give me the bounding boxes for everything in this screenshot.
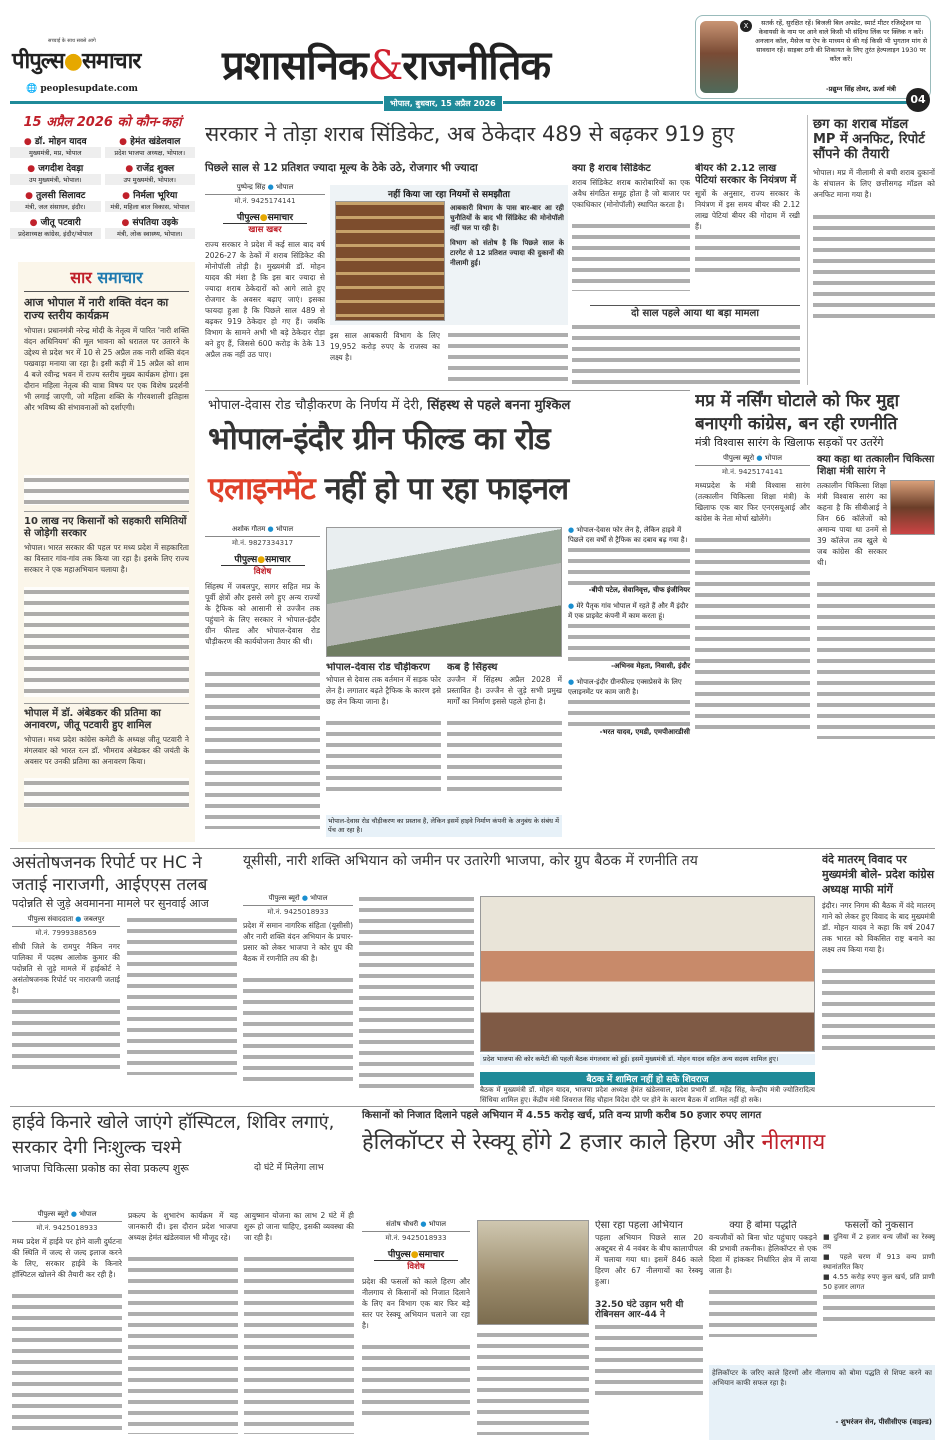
headline-red: नीलगाय <box>761 1129 826 1155</box>
text-filler <box>813 212 935 322</box>
byline-city: भोपाल <box>79 1210 97 1218</box>
heli-quote <box>709 1365 935 1440</box>
byline-name: पुष्पेन्द्र सिंह <box>236 183 266 191</box>
hospital-body: मध्य प्रदेश में हाईवे पर होने वाली दुर्घटना की स्थिति में जल्द से जल्द इलाज करने के लिए, सरकार हाईवे के किनारे हॉस्पिटल खोलने की तैयारी कर रही है। <box>12 1237 122 1279</box>
crop-point: ■ पहले चरण में 913 वन्य प्राणी स्थानांतरित किए <box>823 1252 935 1271</box>
bjp-body: प्रदेश में समान नागरिक संहिता (यूसीसी) और नारी शक्ति वंदन अभियान के प्रचार-प्रसार को लेकर भाजपा ने कोर ग्रुप की बैठक में रणनीति तय की है। <box>243 921 353 963</box>
sidebar-body: सूत्रों के अनुसार, राज्य सरकार के नियंत्रण में इस समय बीयर की 2.12 लाख पेटियां बीयर की गोदाम में रखी हैं। <box>695 189 800 231</box>
byline: पीपुल्स ब्यूरो ● भोपाल <box>695 454 810 466</box>
person-name: हेमंत खंडेलवाल <box>130 137 181 147</box>
crop-point: ■ दुनिया में 2 हजार वन्य जीवों का रेस्क्यू तय <box>823 1232 935 1251</box>
text-filler <box>822 966 935 1056</box>
boma-method <box>709 1220 817 1360</box>
x-logo-icon: X <box>740 20 752 32</box>
brief-item <box>24 511 189 697</box>
highway-photo <box>326 527 562 657</box>
who-where-item <box>105 215 196 239</box>
mobile-number: मो.नं. 9425018933 <box>36 1224 98 1232</box>
lead-sidebar-title-3: दो साल पहले आया था बड़ा मामला <box>590 305 800 320</box>
nursing-headline[interactable]: मप्र में नर्सिंग घोटाले को फिर मुद्दा बनाएगी कांग्रेस, बन रही रणनीति <box>695 391 900 434</box>
mobile-number: मो.नं. 9425174141 <box>721 468 784 476</box>
text-filler <box>359 894 474 1094</box>
headline-text: हेलिकॉप्टर से रेस्क्यू होंगे 2 हजार काले हिरण और <box>362 1129 755 1155</box>
nursing-body: मध्यप्रदेश के मंत्री विश्वास सारंग (तत्कालीन चिकित्सा शिक्षा मंत्री) के खिलाफ एक बार फिर एनएसयूआई और कांग्रेस के नेता मोर्चा खोलेंगे। <box>695 481 810 523</box>
location-pin-icon: ● <box>121 218 130 228</box>
byline-city: भोपाल <box>310 894 328 902</box>
text-filler <box>695 232 800 272</box>
mobile-number: मो.नं. 7999388569 <box>35 928 97 937</box>
box-points <box>450 203 564 268</box>
text-filler <box>709 1287 817 1337</box>
byline: पीपुल्स ब्यूरो ● भोपाल <box>243 894 353 906</box>
briefs-title <box>24 266 189 292</box>
who-where-item <box>10 161 101 185</box>
location-pin-icon: ● <box>25 191 34 201</box>
nursing-story <box>695 390 935 845</box>
lead-subhead: पिछले साल से 12 प्रतिशत ज्यादा मूल्य के ठेके उठे, रोजगार भी ज्यादा <box>205 162 478 174</box>
mobile-number: मो.नं. 9425018933 <box>267 908 329 916</box>
byline-name: पीपुल्स ब्यूरो <box>723 454 755 462</box>
point-text: 4.55 करोड़ रुपए कुल खर्च, प्रति प्राणी 50 हजार लागत <box>823 1272 935 1291</box>
heli-kicker: किसानों को निजात दिलाने पहले अभियान में 4.55 करोड़ खर्च, प्रति वन्य प्राणी करीब 50 हजार रुपए लागत <box>362 1110 762 1121</box>
lead-box <box>330 185 568 325</box>
brief-headline: 10 लाख नए किसानों को सहकारी समितियों से जोड़ेगी सरकार <box>24 516 187 539</box>
lead-story <box>205 183 325 383</box>
person-role: मंत्री, महिला बाल विकास, भोपाल <box>105 201 196 212</box>
mobile-number: मो.नं. 9425174141 <box>234 197 296 205</box>
quote-box <box>695 15 931 99</box>
quote-item <box>568 601 690 671</box>
who-where-item <box>10 188 101 212</box>
hospital-body-3: आयुष्मान योजना का लाभ 2 घंटे में ही शुरू हो जाना चाहिए, इसकी व्यवस्था की जा रही है। <box>244 1211 354 1242</box>
who-where-list <box>10 134 195 239</box>
location-pin-icon: ● <box>125 164 134 174</box>
person-role: मंत्री, जल संसाधन, इंदौर। <box>10 201 101 212</box>
byline-name: संतोष चौधरी <box>386 1220 419 1228</box>
exclusive-badge: पीपुल्स●समाचार खास खबर <box>220 209 310 236</box>
person-name: संपतिया उइके <box>132 218 179 228</box>
lead-sidebar-syndicate <box>572 163 690 301</box>
quote-author: -भरत यादव, एमडी, एमपीआरडीसी <box>599 728 690 736</box>
logo-tagline: सच्चाई के साथ सबसे आगे <box>48 38 96 44</box>
minister-portrait <box>890 480 935 535</box>
badge-a: पीपुल्स <box>234 555 258 565</box>
lead-sidebar-beer <box>695 163 800 301</box>
sub-title: कब है सिंहस्थ <box>447 662 498 673</box>
briefs-panel <box>18 262 195 842</box>
who-where-panel <box>10 112 195 252</box>
byline-city: भोपाल <box>764 454 782 462</box>
quote-text: सतर्क रहें, सुरक्षित रहें। बिजली बिल अपडेट, स्मार्ट मीटर रजिस्ट्रेशन या केवायसी के नाम पर आने वाले किसी भी संदिग्ध लिंक पर क्लिक न करें। अनजान कॉल, मैसेज या ऐप के माध्यम से की गई किसी भी भुगतान मांग से सावधान रहें। साइबर ठगी की शिकायत के लिए तुरंत हेल्पलाइन 1930 पर कॉल करें। <box>754 19 928 63</box>
badge-b: समाचार <box>418 1250 445 1260</box>
headline-red: एलाइनमेंट <box>208 471 315 507</box>
byline-city: भोपाल <box>428 1220 446 1228</box>
box-title: बैठक में शामिल नहीं हो सके शिवराज <box>480 1072 815 1085</box>
crop-damage <box>823 1220 935 1322</box>
vande-headline[interactable]: वंदे मातरम् विवाद पर मुख्यमंत्री बोले- प्रदेश कांग्रेस अध्यक्ष माफी मांगें <box>822 853 935 896</box>
road-caption <box>326 815 562 837</box>
badge-label: विशेष <box>253 567 272 577</box>
vande-body: इंदौर। नगर निगम की बैठक में वंदे मातरम् गाने को लेकर हुए विवाद के बाद मुख्यमंत्री डॉ. मोहन यादव ने कहा कि वर्ष 2047 तक भारत को विकसित राष्ट्र बनाने का लक्ष्य तय किया गया है। <box>822 901 935 954</box>
heli-body: प्रदेश की फसलों को काले हिरण और नीलगाय से किसानों को निजात दिलाने के लिए वन विभाग एक बार फिर बड़े स्तर पर रेस्क्यू अभियान चलाने जा रहा है। <box>362 1277 470 1330</box>
mobile-number: मो.नं. 9425018933 <box>385 1234 447 1242</box>
person-role: उप मुख्यमंत्री, भोपाल। <box>10 174 101 185</box>
quote-author: -प्रद्युम्न सिंह तोमर, ऊर्जा मंत्री <box>825 85 896 93</box>
byline-city: जबलपुर <box>83 914 105 923</box>
sidebar-title: क्या है शराब सिंडिकेट <box>572 163 651 174</box>
kicker-b: सिंहस्थ से पहले बनना मुश्किल <box>427 398 571 413</box>
quote-author: - शुभरंजन सेन, पीसीसीएफ (वाइल्ड) <box>835 1418 932 1426</box>
page-number: 04 <box>906 88 930 112</box>
text-filler <box>243 975 353 1085</box>
text-filler <box>24 587 189 697</box>
badge-b: समाचार <box>267 213 294 223</box>
brief-body: भोपाल। मध्य प्रदेश कांग्रेस कमेटी के अध्यक्ष जीतू पटवारी ने मंगलवार को भारत रत्न डॉ. भीमराव अंबेडकर की जयंती के अवसर पर उनकी प्रतिमा का अनावरण किया। <box>24 735 189 767</box>
person-name: निर्मला भूरिया <box>133 191 178 201</box>
text-filler <box>817 579 935 739</box>
meeting-caption: प्रदेश भाजपा की कोर कमेटी की पहली बैठक मंगलवार को हुई। इसमें मुख्यमंत्री डॉ. मोहन यादव सहित अन्य सदस्य शामिल हुए। <box>480 1054 815 1065</box>
globe-icon: 🌐 <box>26 84 38 94</box>
brief-body: भोपाल। प्रधानमंत्री नरेन्द्र मोदी के नेतृत्व में पारित 'नारी शक्ति वंदन अधिनियम' की मूल भावना को धरातल पर उतारने के उद्देश्य से प्रदेश भर में 10 से 25 अप्रैल तक नारी शक्ति वंदन पखवाड़ा मनाया जा रहा है। इसी कड़ी में 15 अप्रैल को शाम 4 बजे रवीन्द्र भवन में राज्य स्तरीय मुख्य कार्यक्रम होगा। इस दौरान महिला नेतृत्व की यात्रा विषय पर एक विशेष प्रदर्शनी भी लगाई जाएगी, जो महिला शक्ति के गौरवशाली इतिहास और भविष्य की संभावनाओं को दर्शाएगी। <box>24 326 189 413</box>
quote-text: हेलिकॉप्टर के जरिए काले हिरणों और नीलगाय को बोमा पद्धति से शिफ्ट करने का अभियान काफी सफल रहा है। <box>712 1369 932 1387</box>
person-role: मंत्री, लोक स्वास्थ्य, भोपाल। <box>105 228 196 239</box>
person-name: जीतू पटवारी <box>40 218 81 228</box>
hospital-body-2: प्रकल्प के शुभारंभ कार्यक्रम में यह जानकारी दी। इस दौरान प्रदेश भाजपा अध्यक्ष हेमंत खंडेलवाल भी मौजूद रहे। <box>128 1211 238 1242</box>
hc-story <box>12 852 237 1104</box>
briefs-title-a: सार <box>70 268 92 287</box>
who-where-item <box>10 215 101 239</box>
person-role: प्रदेश भाजपा अध्यक्ष, भोपाल। <box>105 147 196 158</box>
box-point: विभाग को संतोष है कि पिछले साल के टारगेट से 12 प्रतिशत ज्यादा की दुकानों की नीलामी हुई। <box>450 239 564 267</box>
text-filler <box>448 330 568 385</box>
text-filler <box>477 1330 589 1435</box>
quote-bubble-icon: ● <box>568 678 575 686</box>
who-where-item <box>10 134 101 158</box>
badge-label: विशेष <box>407 1262 425 1272</box>
brief-body: भोपाल। भारत सरकार की पहल पर मध्य प्रदेश में सहकारिता का विस्तार गांव-गांव तक किया जा रहा है। इसके लिए राज्य सरकार ने एक महाअभियान चलाया है। <box>24 543 189 575</box>
lead-headline[interactable]: सरकार ने तोड़ा शराब सिंडिकेट, अब ठेकेदार 489 से बढ़कर 919 हुए <box>205 122 735 146</box>
lead-body: राज्य सरकार ने प्रदेश में कई साल बाद वर्ष 2026-27 के ठेकों में शराब सिंडिकेट की मोनोपॉली तोड़ी है। मुख्यमंत्री डॉ. मोहन यादव की मंशा है कि इस बार ज्यादा से ज्यादा शराब ठेकेदारों को आगे लाते हुए रोजगार के अवसर बढ़ाए जाएं। इसका फायदा हुआ है कि पिछले साल 489 से बढ़कर 919 ठेकेदार हो गए हैं। जबकि विभाग के सामने अभी भी बड़े ठेकेदार रोड़ा बने हुए हैं, जिससे 600 करोड़ के ठेके 13 अप्रैल तक नहीं उठ पाए। <box>205 240 325 359</box>
brief-item <box>24 703 189 808</box>
quote-bubble-icon: ● <box>568 526 575 534</box>
road-headline-1[interactable]: भोपाल-इंदौर ग्रीन फील्ड का रोड <box>208 421 550 457</box>
text-filler <box>24 778 189 808</box>
sub-title: भोपाल-देवास रोड चौड़ीकरण <box>326 662 430 673</box>
heli-special-badge: पीपुल्स●समाचार विशेष <box>371 1246 461 1273</box>
point-text: पहले चरण में 913 वन्य प्राणी स्थानांतरित किए <box>823 1252 935 1271</box>
brief-headline: आज भोपाल में नारी शक्ति वंदन का राज्य स्तरीय कार्यक्रम <box>24 296 169 322</box>
bjp-headline[interactable]: यूसीसी, नारी शक्ति अभियान को जमीन पर उतारेगी भाजपा, कोर ग्रुप बैठक में रणनीति तय <box>243 853 698 869</box>
text-filler <box>12 996 120 1076</box>
road-sub1 <box>326 662 441 812</box>
section-amp: & <box>367 43 403 89</box>
box-point: आबकारी विभाग के पास बार-बार आ रही चुनौतियों के बाद भी सिंडिकेट की मोनोपॉली नहीं चल पा रही है। <box>450 204 564 232</box>
sidebar-title: दो घंटे में मिलेगा लाभ <box>254 1163 324 1173</box>
text-filler <box>24 475 189 505</box>
special-badge: पीपुल्स●समाचार विशेष <box>218 551 308 578</box>
liquor-shop-photo <box>335 201 445 321</box>
sub-body: पहला अभियान पिछले साल 20 अक्टूबर से 4 नवंबर के बीच कालापीपल में चलाया गया था। इसमें 846 काले हिरण और 67 नीलगायों का रेस्क्यू हुआ। <box>595 1232 703 1286</box>
crop-point: ■ 4.55 करोड़ रुपए कुल खर्च, प्रति प्राणी 50 हजार लागत <box>823 1272 935 1291</box>
highlight-text: 32.50 घंटे उड़ान भरी थी रोबिनसन आर-44 ने <box>595 1299 684 1320</box>
logo-text-left: पीपुल्स <box>12 49 64 74</box>
text-filler <box>244 1254 354 1434</box>
masthead <box>0 0 945 108</box>
byline: पीपुल्स संवाददाता ● जबलपुर <box>12 915 120 927</box>
text-filler <box>362 1342 470 1422</box>
hc-subhead: पदोन्नति से जुड़े अवमानना मामले पर सुनवाई आज <box>12 897 209 910</box>
text-filler <box>572 221 690 291</box>
byline-name: पीपुल्स ब्यूरो <box>37 1210 69 1218</box>
text-filler <box>127 915 237 1075</box>
minister-photo <box>700 21 738 93</box>
byline-name: अशोक गौतम <box>231 525 266 533</box>
hc-headline[interactable]: असंतोषजनक रिपोर्ट पर HC ने जताई नाराजगी, आईएएस तलब <box>12 853 208 895</box>
website-link[interactable] <box>26 84 138 94</box>
sub-title: क्या है बोमा पद्धति <box>729 1220 797 1231</box>
brief-item <box>24 297 189 505</box>
location-pin-icon: ● <box>119 137 128 147</box>
cg-body: भोपाल। मप्र में नीलामी से बची शराब दुकानों के संचालन के लिए छत्तीसगढ़ मॉडल को अनफिट माना गया है। <box>813 167 935 199</box>
cg-model-story <box>813 118 935 386</box>
quote-bubble-icon: ● <box>568 602 575 610</box>
mobile-number: मो.नं. 9827334317 <box>231 539 294 547</box>
person-name: राजेंद्र शुक्ल <box>136 164 175 174</box>
hospital-subhead: भाजपा चिकित्सा प्रकोष्ठ का सेवा प्रकल्प शुरू <box>12 1162 189 1175</box>
briefs-title-b: समाचार <box>97 268 143 287</box>
who-where-item <box>105 188 196 212</box>
quote-text: भोपाल-इंदौर ग्रीनफील्ड एक्सप्रेसवे के लिए एलाइनमेंट पर काम जारी है। <box>568 678 682 696</box>
quote-author: -अभिनव मेहता, निवासी, इंदौर <box>611 662 690 670</box>
road-body: सिंहस्थ में जबलपुर, सागर सहित मप्र के पूर्वी क्षेत्रों और इससे लगे हुए अन्य राज्यों के ट्रैफिक को आसानी से उज्जैन तक पहुंचाने के लिए सरकार ने भोपाल-इंदौर ग्रीन फील्ड और भोपाल-देवास रोड चौड़ीकरण की कार्ययोजना तैयार की थी। <box>205 582 320 646</box>
person-role: मुख्यमंत्री, मप्र, भोपाल <box>10 147 101 158</box>
meeting-photo <box>480 896 815 1052</box>
location-pin-icon: ● <box>27 164 36 174</box>
box-body: बैठक में मुख्यमंत्री डॉ. मोहन यादव, भाजपा प्रदेश अध्यक्ष हेमंत खंडेलवाल, प्रदेश प्रभारी डॉ. महेंद्र सिंह, केन्द्रीय मंत्री ज्योतिरादित्य सिंधिया शामिल हुए। केंद्रीय मंत्री शिवराज सिंह चौहान विदेश दौरे पर होने के कारण बैठक में शामिल नहीं हो सके। <box>480 1086 815 1104</box>
hospital-story <box>12 1110 354 1440</box>
quote-text: मेरे पैतृक गांव भोपाल में रहते हैं और मैं इंदौर में एक प्राइवेट कंपनी में काम करता हूं। <box>568 602 689 620</box>
text-filler <box>595 1322 703 1402</box>
byline: पुष्पेन्द्र सिंह ● भोपाल <box>205 183 325 195</box>
nilgai-photo <box>477 1220 589 1325</box>
text-filler <box>326 718 441 798</box>
text-filler <box>823 1292 935 1322</box>
text-filler <box>572 322 800 384</box>
section-title <box>222 36 550 91</box>
road-sub2 <box>447 662 562 812</box>
badge-label: खास खबर <box>248 225 282 235</box>
road-quotes <box>568 525 690 845</box>
section-title-a: प्रशासनिक <box>222 43 368 89</box>
who-where-item <box>105 134 196 158</box>
person-name: डॉ. मोहन यादव <box>34 137 87 147</box>
sidebar-body: शराब सिंडिकेट शराब कारोबारियों का एक अवैध संगठित समूह होता है जो बाजार पर एकाधिकार (मोनोपॉली) स्थापित करता है। <box>572 177 690 209</box>
person-role: उप मुख्यमंत्री, भोपाल। <box>105 174 196 185</box>
text-filler <box>695 535 810 735</box>
location-pin-icon: ● <box>122 191 131 201</box>
who-where-title: 15 अप्रैल 2026 को कौन-कहां <box>23 115 182 130</box>
text-filler <box>128 1254 238 1434</box>
person-name: जगदीश देवड़ा <box>38 164 84 174</box>
byline-name: पीपुल्स ब्यूरो <box>268 894 300 902</box>
logo-text-right: समाचार <box>81 49 141 74</box>
headline-rest: नहीं हो पा रहा फाइनल <box>324 471 569 507</box>
byline-city: भोपाल <box>275 183 294 191</box>
byline: पीपुल्स ब्यूरो ● भोपाल <box>12 1210 122 1222</box>
quote-item <box>568 677 690 737</box>
section-title-b: राजनीतिक <box>402 43 551 89</box>
sub-title: ऐसा रहा पहला अभियान <box>595 1220 683 1231</box>
sidebar-body: तत्कालीन चिकित्सा शिक्षा मंत्री विश्वास सारंग का कहना है कि सीबीआई ने जिन 66 कॉलेजों को अमान्य पाया था उनमें से 39 कॉलेज तब खुले थे जब कांग्रेस की सरकार थी। <box>817 481 887 567</box>
caption-text: भोपाल-देवास रोड चौड़ीकरण का प्रस्ताव है, लेकिन इसमें हाइवे निर्माण कंपनी के अनुबंध के संबंध में पेंच आ रहा है। <box>328 817 559 834</box>
byline: अशोक गौतम ● भोपाल <box>205 525 320 537</box>
nursing-subhead: मंत्री विश्वास सारंग के खिलाफ सड़कों पर उतरेंगे <box>695 436 884 449</box>
byline-city: भोपाल <box>275 525 294 533</box>
newspaper-logo[interactable] <box>12 45 140 75</box>
website-text: peoplesupdate.com <box>40 84 138 94</box>
quote-author: -बीपी पटेल, सेवानिवृत्त, चीफ इंजीनियर <box>588 586 690 594</box>
person-role: प्रदेशाध्यक्ष कांग्रेस, इंदौर/भोपाल <box>10 228 101 239</box>
kicker-a: भोपाल-देवास रोड चौड़ीकरण के निर्णय में देरी, <box>208 398 424 413</box>
sub-body: उज्जैन में सिंहस्थ अप्रैल 2028 में प्रस्तावित है। उज्जैन से जुड़े सभी प्रमुख मार्गों का निर्माण इससे पहले होना है। <box>447 674 562 706</box>
text-filler <box>205 669 320 829</box>
brief-headline: भोपाल में डॉ. अंबेडकर की प्रतिमा का अनावरण, जीतू पटवारी हुए शामिल <box>24 708 161 731</box>
heli-headline[interactable] <box>362 1130 935 1155</box>
first-campaign <box>595 1220 703 1440</box>
byline: संतोष चौधरी ● भोपाल <box>362 1220 470 1232</box>
road-kicker <box>208 395 570 413</box>
sub-body: वन्यजीवों को बिना चोट पहुंचाए पकड़ने की प्रभावी तकनीक। हेलिकॉप्टर से एक दिशा में हांककर निर्धारित क्षेत्र में लाया जाता है। <box>709 1232 817 1275</box>
date-badge: भोपाल, बुधवार, 15 अप्रैल 2026 <box>383 95 503 112</box>
quote-item <box>568 525 690 595</box>
badge-a: पीपुल्स <box>236 213 260 223</box>
hc-body: सीधी जिले के रामपुर नैकिन नगर पालिका में पदस्थ आलोक कुमार की पदोन्नति से जुड़े मामले में हाईकोर्ट ने असंतोषजनक रिपोर्ट पर नाराजगी जताई है। <box>12 941 120 995</box>
who-where-item <box>105 161 196 185</box>
quote-text: भोपाल-देवास फोर लेन है, लेकिन हाइवे में पिछले दस वर्षों से ट्रैफिक का दबाव बढ़ गया है। <box>568 526 688 544</box>
crop-points <box>823 1232 935 1292</box>
cg-headline[interactable]: छग का शराब मॉडल MP में अनफिट, रिपोर्ट सौंपने की तैयारी <box>813 117 925 162</box>
location-pin-icon: ● <box>29 218 38 228</box>
lead-body-2: इस साल आबकारी विभाग के लिए 19,952 करोड़ रुपए के राजस्व का लक्ष्य है। <box>330 331 440 362</box>
location-pin-icon: ● <box>23 137 32 147</box>
badge-b: समाचार <box>265 555 291 565</box>
road-story <box>205 525 320 840</box>
bjp-story <box>243 852 815 1104</box>
byline-name: पीपुल्स संवाददाता <box>27 914 74 923</box>
badge-a: पीपुल्स <box>387 1250 411 1260</box>
point-text: दुनिया में 2 हजार वन्य जीवों का रेस्क्यू तय <box>823 1232 935 1251</box>
text-filler <box>447 718 562 798</box>
sub-body: भोपाल से देवास तक वर्तमान में सड़क फोर लेन है। लगातार बढ़ते ट्रैफिक के कारण इसे छह लेन किया जाना है। <box>326 674 441 706</box>
road-headline-2[interactable] <box>208 472 568 508</box>
box-title: नहीं किया जा रहा नियमों से समझौता <box>388 190 510 200</box>
person-name: तुलसी सिलावट <box>36 191 86 201</box>
heli-story <box>362 1110 935 1440</box>
vande-story <box>822 852 935 1104</box>
shivraj-box <box>480 1072 815 1104</box>
sub-title: फसलों को नुकसान <box>844 1220 914 1231</box>
hospital-headline[interactable]: हाईवे किनारे खोले जाएंगे हॉस्पिटल, शिविर लगाएं, सरकार देगी निःशुल्क चश्मे <box>12 1112 335 1158</box>
text-filler <box>12 1291 122 1431</box>
sidebar-title: बीयर की 2.12 लाख पेटियां सरकार के नियंत्रण में <box>695 163 797 186</box>
sidebar-title: क्या कहा था तत्कालीन चिकित्सा शिक्षा मंत्री सारंग ने <box>817 454 935 477</box>
logo-pin-icon: ● <box>63 49 82 74</box>
